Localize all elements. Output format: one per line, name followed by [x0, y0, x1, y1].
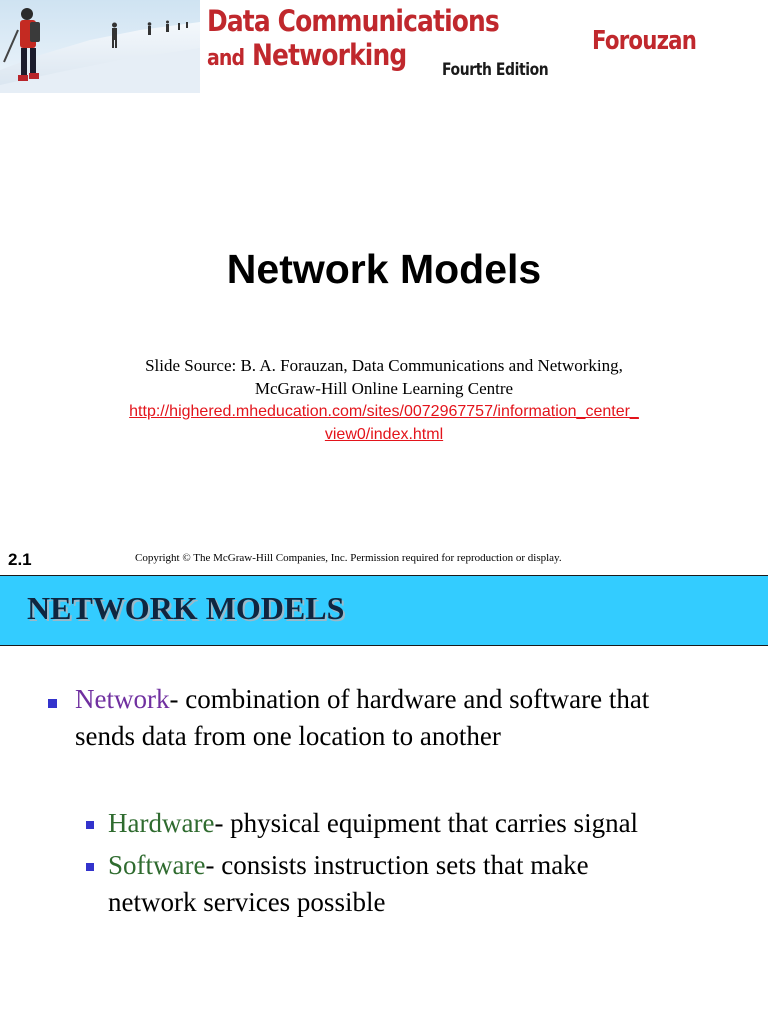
bullet-text: [75, 681, 765, 755]
source-line-1: Slide Source: B. A. Forauzan, Data Communications and Networking,: [145, 356, 623, 375]
book-edition: Fourth Edition: [442, 60, 549, 80]
sub-bullet-desc-line2: network services possible: [108, 887, 386, 917]
square-bullet-icon: [86, 821, 94, 829]
sub-bullet-desc-line1: - physical equipment that carries signal: [214, 808, 639, 838]
square-bullet-icon: [86, 863, 94, 871]
book-author: Forouzan: [592, 26, 697, 56]
sub-bullet-text: [108, 847, 763, 921]
slide-header-title: NETWORK MODELS: [27, 590, 345, 626]
slide-title: Network Models: [226, 246, 542, 292]
bullet-desc-line1: - combination of hardware and software that: [169, 684, 650, 714]
mountain-climbers-photo: [0, 0, 200, 93]
source-link[interactable]: [0, 400, 768, 446]
book-title-line1: Data Communications: [207, 4, 499, 38]
sub-bullet-desc-line1: - consists instruction sets that make: [205, 850, 589, 880]
copyright-notice: Copyright © The McGraw-Hill Companies, Inc. Permission required for reproduction or display.: [135, 552, 562, 564]
book-title-networking: Networking: [252, 38, 407, 72]
sub-bullet-term: Hardware: [108, 808, 215, 838]
bullet-desc-line2: sends data from one location to another: [75, 721, 501, 751]
source-line-2: McGraw-Hill Online Learning Centre: [254, 379, 514, 398]
square-bullet-icon: [48, 699, 57, 708]
bullet-term: Network: [75, 684, 170, 714]
book-banner: [0, 0, 768, 95]
source-link-line-2[interactable]: view0/index.html: [324, 426, 444, 443]
book-title-and: and: [207, 46, 245, 71]
sub-bullet-term: Software: [108, 850, 206, 880]
sub-bullet-text: [108, 805, 763, 842]
source-link-line-1[interactable]: http://highered.mheducation.com/sites/0072967757/information_center_: [129, 403, 639, 420]
slide-number: 2.1: [8, 550, 32, 569]
slide-header-bar: [0, 575, 768, 646]
slide-source: [0, 354, 768, 400]
